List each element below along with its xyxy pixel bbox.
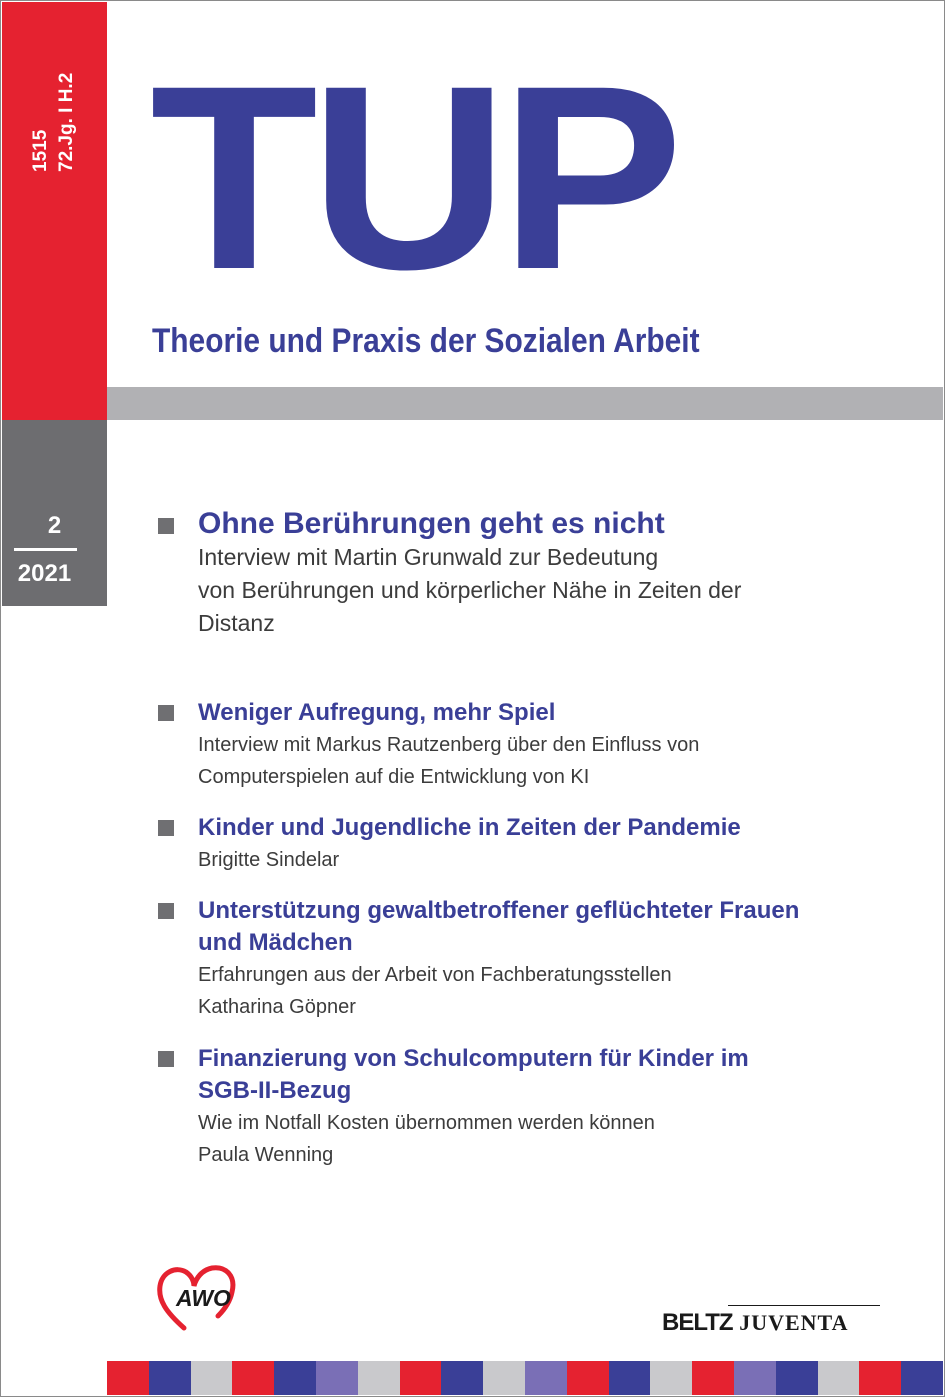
article-item — [158, 895, 799, 1023]
article-subline: Erfahrungen aus der Arbeit von Fachberatungsstellen — [198, 964, 672, 986]
color-strip — [107, 1361, 943, 1395]
article-subline: Computerspielen auf die Entwicklung von KI — [198, 766, 590, 788]
bullet-square — [158, 1051, 174, 1067]
strip-segment — [901, 1361, 943, 1395]
publisher-name-1: BELTZ — [662, 1309, 733, 1336]
strip-segment — [358, 1361, 400, 1395]
strip-segment — [316, 1361, 358, 1395]
strip-segment — [609, 1361, 651, 1395]
awo-logo-text: AWO — [176, 1285, 231, 1311]
strip-segment — [107, 1361, 149, 1395]
issue-divider — [14, 548, 77, 551]
lead-article-line: Distanz — [198, 610, 275, 636]
spine-line-1: 1515 — [30, 129, 51, 172]
article-subline: Interview mit Markus Rautzenberg über den Einfluss von — [198, 734, 700, 756]
bullet-square — [158, 903, 174, 919]
strip-segment — [650, 1361, 692, 1395]
bullet-square — [158, 518, 174, 534]
strip-segment — [776, 1361, 818, 1395]
strip-segment — [191, 1361, 233, 1395]
lead-article-line: Interview mit Martin Grunwald zur Bedeutung — [198, 544, 659, 570]
header-divider-band — [107, 387, 943, 420]
article-title: Kinder und Jugendliche in Zeiten der Pandemie — [198, 814, 741, 841]
article-author: Brigitte Sindelar — [198, 849, 340, 871]
strip-segment — [232, 1361, 274, 1395]
strip-segment — [274, 1361, 316, 1395]
strip-segment — [525, 1361, 567, 1395]
strip-segment — [734, 1361, 776, 1395]
publisher-name-2: JUVENTA — [739, 1310, 849, 1335]
strip-segment — [818, 1361, 860, 1395]
strip-segment — [692, 1361, 734, 1395]
publisher-rule — [728, 1305, 880, 1306]
journal-subtitle: Theorie und Praxis der Sozialen Arbeit — [152, 322, 700, 360]
strip-segment — [483, 1361, 525, 1395]
bullet-square — [158, 705, 174, 721]
article-item — [158, 812, 741, 876]
article-title: Unterstützung gewaltbetroffener geflüchteter Frauen — [198, 897, 800, 924]
issue-year: 2021 — [17, 560, 72, 587]
article-subline: Wie im Notfall Kosten übernommen werden können — [198, 1112, 655, 1134]
article-title: Finanzierung von Schulcomputern für Kinder im — [198, 1045, 749, 1072]
issue-number: 2 — [47, 512, 62, 539]
strip-segment — [400, 1361, 442, 1395]
article-title: Weniger Aufregung, mehr Spiel — [198, 699, 556, 726]
article-title-continued: und Mädchen — [198, 929, 353, 956]
article-author: Paula Wenning — [198, 1144, 334, 1166]
strip-segment — [149, 1361, 191, 1395]
article-author: Katharina Göpner — [198, 996, 356, 1018]
spine-text — [30, 73, 82, 172]
bullet-square — [158, 820, 174, 836]
spine-line-2: 72.Jg. I H.2 — [56, 72, 77, 172]
strip-segment — [859, 1361, 901, 1395]
article-item — [158, 1043, 749, 1171]
journal-logo: TUP — [150, 31, 675, 324]
article-title-continued: SGB-II-Bezug — [198, 1077, 352, 1104]
strip-segment — [567, 1361, 609, 1395]
publisher-logo — [662, 1309, 848, 1337]
strip-segment — [441, 1361, 483, 1395]
lead-article-title: Ohne Berührungen geht es nicht — [198, 507, 665, 540]
red-spine-band — [2, 2, 107, 420]
lead-article-line: von Berührungen und körperlicher Nähe in Zeiten der — [198, 577, 742, 603]
lead-article — [158, 507, 741, 640]
article-item — [158, 697, 699, 793]
